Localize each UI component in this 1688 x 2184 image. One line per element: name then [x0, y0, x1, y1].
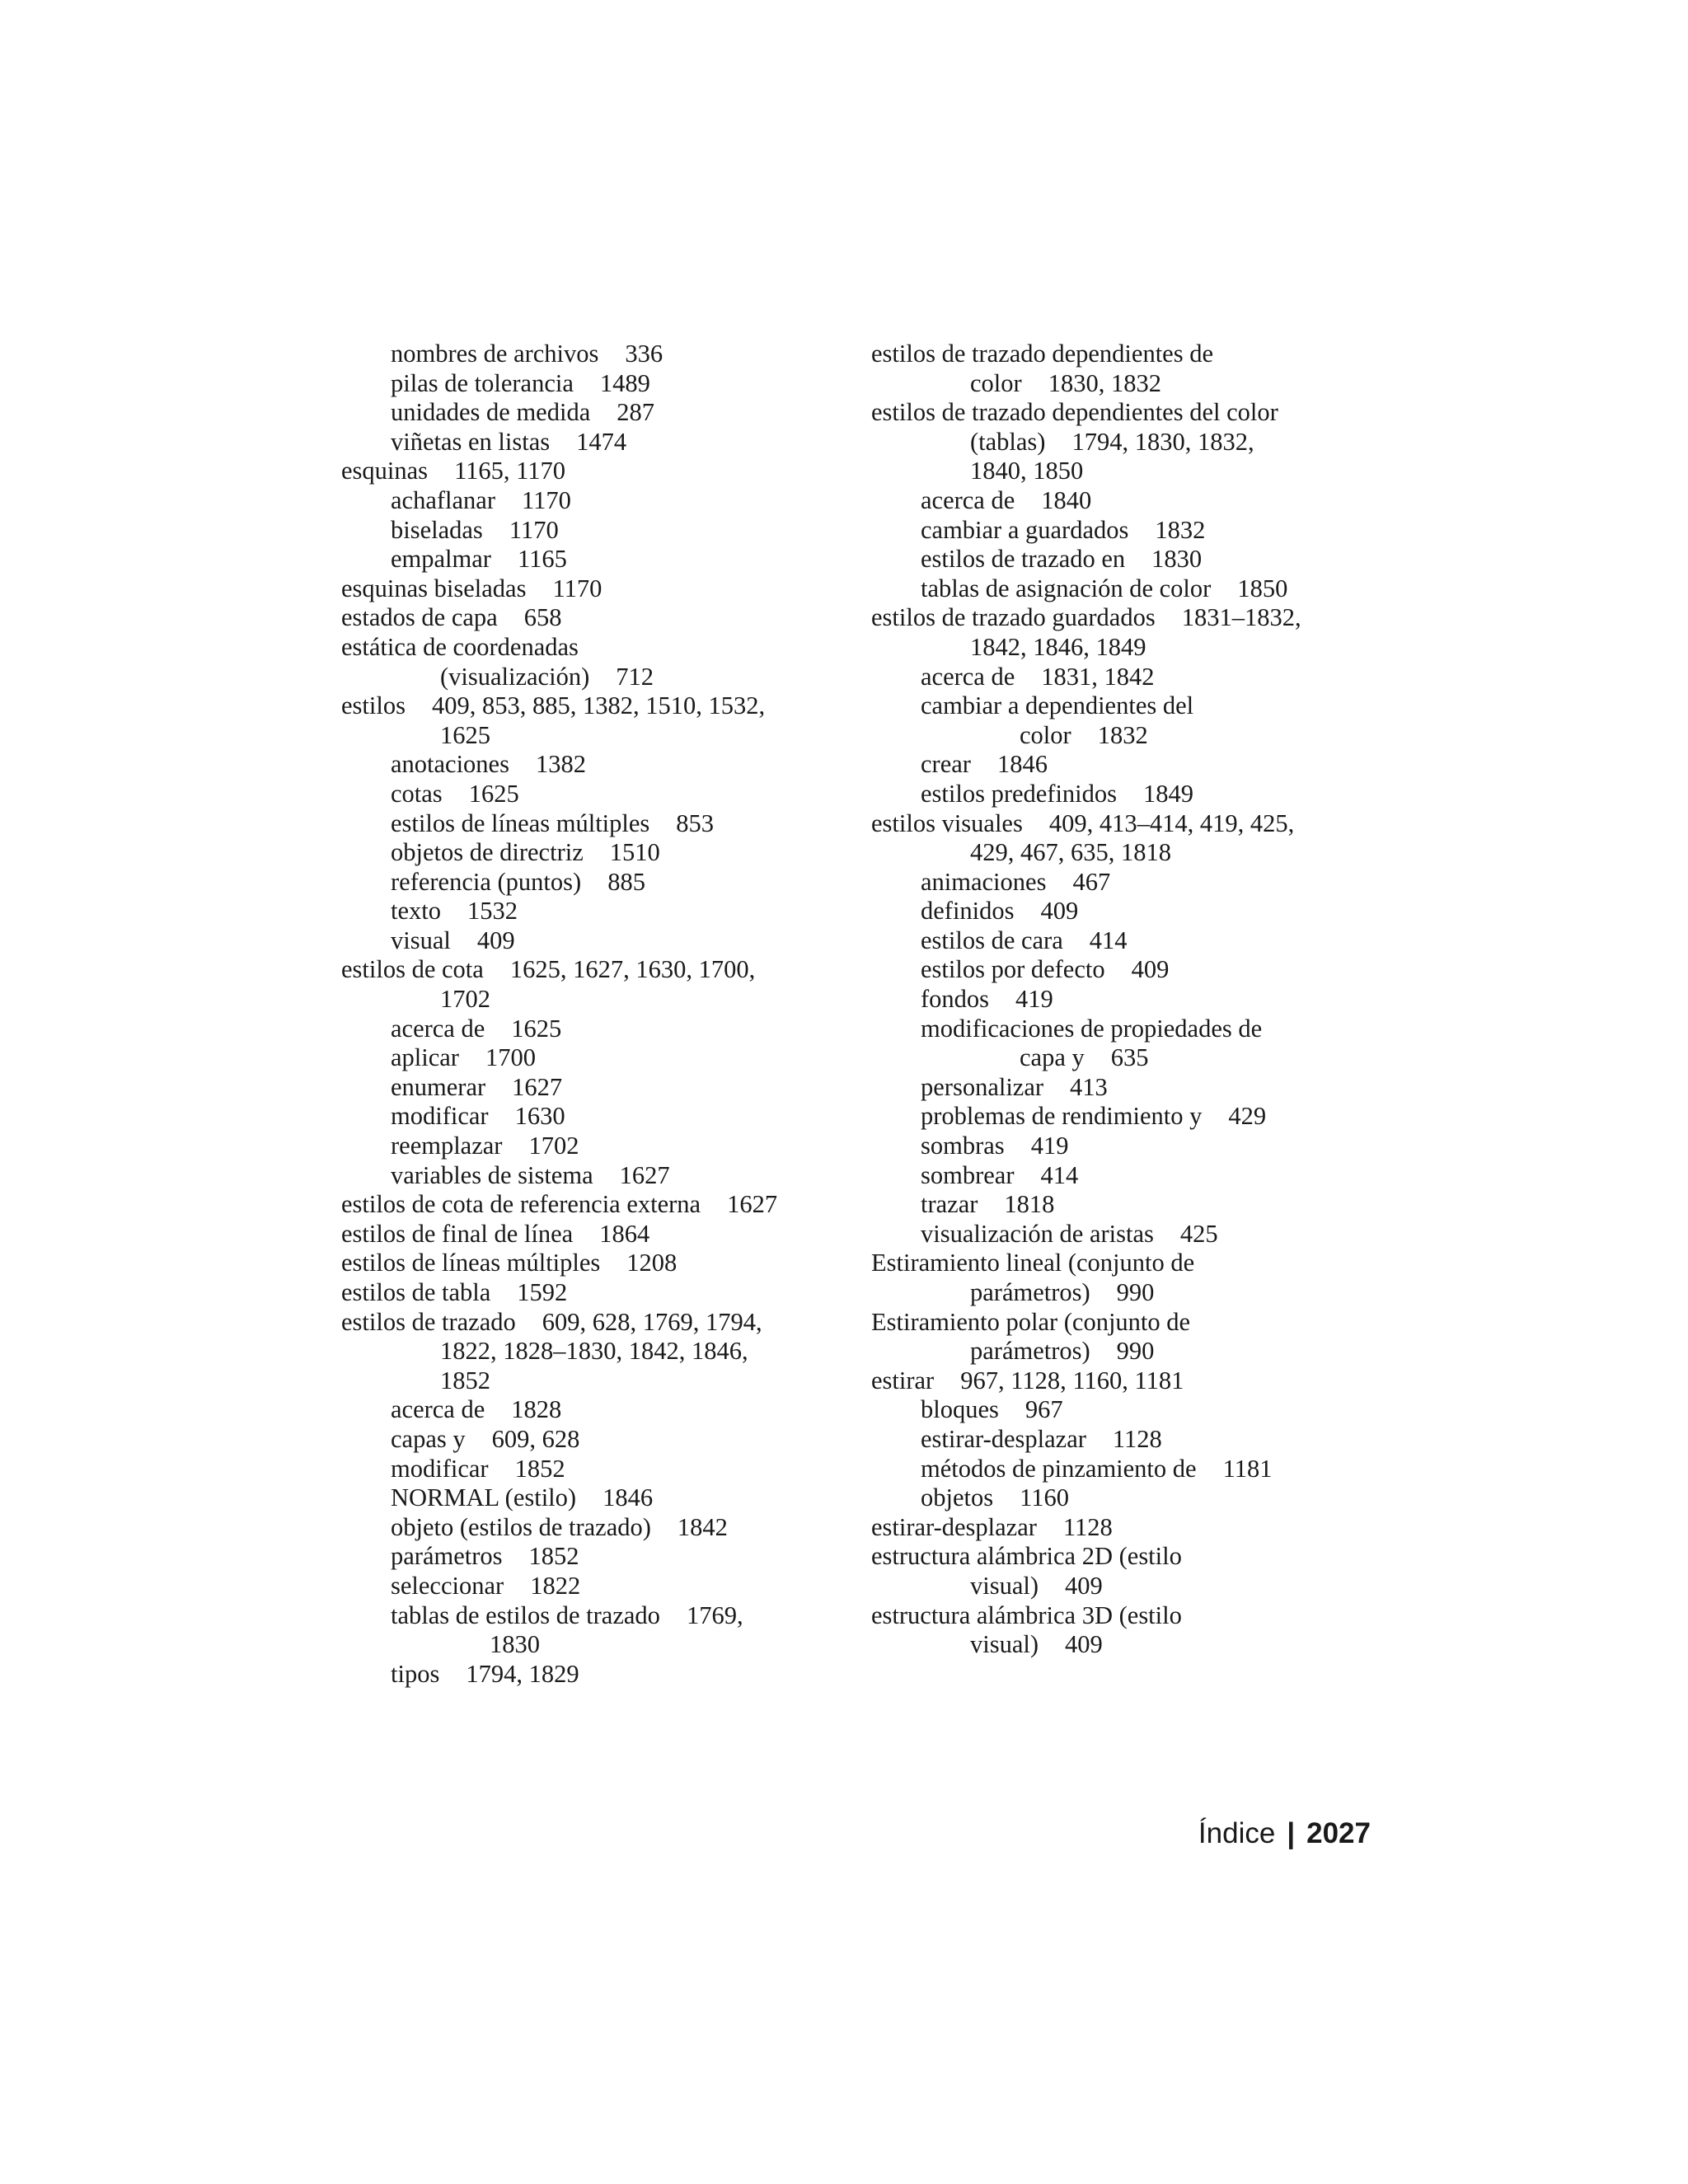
index-term: visual	[391, 926, 451, 954]
index-entry	[341, 1073, 836, 1103]
index-page-numbers: 409, 853, 885, 1382, 1510, 1532,	[431, 691, 766, 720]
index-term: parámetros)	[970, 1278, 1090, 1306]
index-entry	[871, 1190, 1366, 1220]
index-entry	[341, 780, 836, 809]
index-term: parámetros)	[970, 1337, 1090, 1366]
index-term: estructura alámbrica 3D (estilo	[871, 1601, 1182, 1629]
index-entry	[871, 926, 1366, 956]
index-term: problemas de rendimiento y	[921, 1102, 1203, 1131]
index-entry	[341, 985, 836, 1015]
index-page-numbers: 1170	[552, 574, 603, 602]
index-term: enumerar	[391, 1072, 486, 1101]
index-page-numbers: 1842	[677, 1512, 728, 1541]
index-term: estilos visuales	[871, 808, 1023, 837]
index-page-numbers: 1128	[1062, 1512, 1113, 1541]
index-page-numbers: 1592	[517, 1278, 568, 1306]
index-entry	[871, 516, 1366, 546]
index-entry	[871, 1102, 1366, 1132]
index-page-numbers: 1832	[1155, 515, 1206, 544]
index-page-numbers: 1822	[530, 1571, 581, 1600]
index-page-numbers: 1128	[1112, 1424, 1162, 1453]
index-term: estilos de cota	[341, 955, 484, 984]
index-entry	[341, 838, 836, 868]
index-entry	[341, 721, 836, 751]
index-entry	[871, 809, 1366, 839]
index-entry	[871, 750, 1366, 780]
index-term: cotas	[391, 779, 443, 808]
index-page-numbers: 287	[617, 398, 654, 427]
index-entry	[871, 1073, 1366, 1103]
index-entry	[871, 1308, 1366, 1338]
index-term: estructura alámbrica 2D (estilo	[871, 1542, 1182, 1571]
index-page-numbers: 409	[1065, 1571, 1103, 1600]
index-term: trazar	[921, 1190, 978, 1219]
index-term: variables de sistema	[391, 1160, 593, 1189]
index-page-numbers: 1208	[626, 1249, 678, 1277]
index-entry	[341, 1425, 836, 1455]
index-term: estilos de trazado dependientes de	[871, 340, 1213, 368]
index-entry	[341, 1043, 836, 1073]
index-page-numbers: 1489	[599, 368, 650, 397]
index-page-numbers: 1510	[609, 838, 660, 867]
index-page-numbers: 409	[476, 926, 515, 954]
index-term: estilos de trazado en	[921, 545, 1126, 574]
index-entry	[341, 1395, 836, 1425]
index-term: estilos de trazado dependientes del color	[871, 398, 1278, 427]
index-page-numbers: 1700	[485, 1043, 536, 1072]
index-term: tipos	[391, 1659, 440, 1688]
index-entry	[341, 1366, 836, 1396]
index-term: Estiramiento polar (conjunto de	[871, 1307, 1191, 1336]
index-term: animaciones	[921, 867, 1047, 896]
index-page-numbers: 1846	[603, 1483, 654, 1512]
index-term: esquinas biseladas	[341, 574, 527, 602]
index-term: acerca de	[391, 1395, 485, 1424]
page-footer	[1198, 1817, 1371, 1850]
index-term: Estiramiento lineal (conjunto de	[871, 1249, 1195, 1277]
index-page-numbers: 413	[1070, 1072, 1108, 1101]
index-term: estilos de líneas múltiples	[341, 1249, 601, 1277]
index-entry	[341, 457, 836, 486]
index-page-numbers: 1831–1832,	[1181, 603, 1301, 632]
index-page-numbers: 1830	[1151, 545, 1203, 574]
index-entry	[871, 545, 1366, 574]
index-page-numbers: 1625	[440, 720, 490, 749]
index-entry	[871, 1542, 1366, 1572]
index-page-numbers: 1625, 1627, 1630, 1700,	[509, 955, 756, 984]
index-entry	[341, 1161, 836, 1191]
index-page-numbers: 425	[1179, 1219, 1218, 1248]
index-page-numbers: 635	[1110, 1043, 1149, 1072]
index-term: bloques	[921, 1395, 999, 1424]
index-entry	[341, 1483, 836, 1513]
index-term: pilas de tolerancia	[391, 368, 574, 397]
index-column-left	[341, 340, 836, 1689]
index-entry	[871, 428, 1366, 457]
index-page-numbers: 1769,	[686, 1601, 743, 1629]
index-entry	[871, 838, 1366, 868]
index-term: modificaciones de propiedades de	[921, 1014, 1263, 1043]
index-entry	[871, 780, 1366, 809]
index-term: referencia (puntos)	[391, 867, 582, 896]
index-page-numbers: 1165	[517, 545, 567, 574]
index-entry	[341, 603, 836, 633]
index-entry	[341, 428, 836, 457]
index-page-numbers: 1170	[522, 485, 571, 514]
index-entry	[341, 897, 836, 926]
index-entry	[871, 457, 1366, 486]
index-term: sombrear	[921, 1160, 1015, 1189]
index-entry	[341, 1190, 836, 1220]
index-page-numbers: 1165, 1170	[454, 457, 566, 485]
index-entry	[341, 369, 836, 399]
index-entry	[871, 1132, 1366, 1161]
index-entry	[341, 1572, 836, 1601]
index-term: reemplazar	[391, 1132, 503, 1160]
index-term: personalizar	[921, 1072, 1044, 1101]
index-page-numbers: 1852	[440, 1366, 490, 1394]
index-term: estilos de trazado	[341, 1307, 516, 1336]
index-page-numbers: 1181	[1222, 1454, 1273, 1483]
index-page-numbers: 658	[523, 603, 562, 632]
index-term: objetos	[921, 1483, 994, 1512]
index-page-numbers: 1794, 1829	[466, 1659, 579, 1688]
index-entry	[341, 1660, 836, 1690]
index-term: modificar	[391, 1454, 489, 1483]
index-entry	[341, 1249, 836, 1278]
index-page-numbers: 419	[1015, 985, 1053, 1014]
index-entry	[871, 1425, 1366, 1455]
index-entry	[341, 340, 836, 369]
index-page-numbers: 967	[1025, 1395, 1063, 1424]
index-term: color	[1020, 720, 1071, 749]
index-entry	[341, 1278, 836, 1308]
index-page-numbers: 990	[1116, 1278, 1155, 1306]
index-entry	[871, 868, 1366, 898]
index-term: visual)	[970, 1571, 1039, 1600]
index-page-numbers: 609, 628, 1769, 1794,	[542, 1307, 762, 1336]
index-term: visualización de aristas	[921, 1219, 1154, 1248]
index-entry	[341, 1601, 836, 1631]
index-page-numbers: 1630	[514, 1102, 565, 1131]
index-entry	[871, 985, 1366, 1015]
index-entry	[341, 1542, 836, 1572]
index-entry	[871, 1513, 1366, 1543]
index-term: capa y	[1020, 1043, 1085, 1072]
index-entry	[871, 1455, 1366, 1484]
index-page-numbers: 1794, 1830, 1832,	[1071, 427, 1254, 456]
index-page-numbers: 1625	[511, 1014, 562, 1043]
index-entry	[871, 955, 1366, 985]
index-term: acerca de	[921, 485, 1015, 514]
index-entry	[341, 545, 836, 574]
index-term: biseladas	[391, 515, 483, 544]
index-entry	[871, 398, 1366, 428]
index-entry	[871, 603, 1366, 633]
index-entry	[871, 486, 1366, 516]
index-entry	[871, 340, 1366, 369]
footer-separator: |	[1287, 1817, 1296, 1849]
index-entry	[871, 1601, 1366, 1631]
index-term: estilos	[341, 691, 406, 720]
index-page-numbers: 1831, 1842	[1041, 662, 1155, 691]
index-term: objeto (estilos de trazado)	[391, 1512, 651, 1541]
index-term: estirar-desplazar	[871, 1512, 1037, 1541]
index-page-numbers: 467	[1072, 867, 1111, 896]
index-term: estilos de líneas múltiples	[391, 808, 650, 837]
index-term: achaflanar	[391, 485, 495, 514]
index-entry	[341, 1630, 836, 1660]
index-entry	[341, 1455, 836, 1484]
index-entry	[871, 663, 1366, 692]
index-page-numbers: 1702	[528, 1132, 579, 1160]
index-term: anotaciones	[391, 750, 509, 779]
index-term: estilos de final de línea	[341, 1219, 574, 1248]
index-term: definidos	[921, 897, 1015, 926]
index-page-numbers: 414	[1089, 926, 1128, 954]
index-page-numbers: 609, 628	[491, 1424, 580, 1453]
index-page-numbers: 409	[1065, 1630, 1103, 1659]
index-entry	[341, 633, 836, 663]
index-entry	[871, 1395, 1366, 1425]
index-page-numbers: 885	[607, 867, 645, 896]
index-entry	[871, 1630, 1366, 1660]
index-entry	[341, 1513, 836, 1543]
index-page-numbers: 853	[676, 808, 715, 837]
index-entry	[871, 1572, 1366, 1601]
index-term: cambiar a dependientes del	[921, 691, 1194, 720]
index-page-numbers: 414	[1040, 1160, 1079, 1189]
index-term: acerca de	[921, 662, 1015, 691]
index-term: empalmar	[391, 545, 491, 574]
index-page-numbers: 1846	[996, 750, 1048, 779]
index-column-right	[871, 340, 1366, 1660]
index-page-numbers: 336	[625, 340, 663, 368]
index-entry	[871, 1366, 1366, 1396]
index-term: fondos	[921, 985, 990, 1014]
index-entry	[871, 1249, 1366, 1278]
index-entry	[341, 486, 836, 516]
index-entry	[341, 750, 836, 780]
index-entry	[871, 691, 1366, 721]
index-page-numbers: 1160	[1020, 1483, 1069, 1512]
index-page-numbers: 1627	[619, 1160, 670, 1189]
index-entry	[341, 516, 836, 546]
index-term: (tablas)	[970, 427, 1046, 456]
index-entry	[871, 1278, 1366, 1308]
index-entry	[341, 809, 836, 839]
index-term: estilos por defecto	[921, 955, 1105, 984]
index-page-numbers: 1832	[1097, 720, 1148, 749]
index-page-numbers: 1627	[727, 1190, 778, 1219]
index-term: métodos de pinzamiento de	[921, 1454, 1197, 1483]
index-term: sombras	[921, 1132, 1005, 1160]
index-term: color	[970, 368, 1022, 397]
index-term: NORMAL (estilo)	[391, 1483, 577, 1512]
index-term: texto	[391, 897, 441, 926]
index-term: acerca de	[391, 1014, 485, 1043]
index-term: unidades de medida	[391, 398, 591, 427]
index-term: estilos de tabla	[341, 1278, 491, 1306]
index-entry	[341, 1102, 836, 1132]
index-term: estirar-desplazar	[921, 1424, 1086, 1453]
index-term: seleccionar	[391, 1571, 504, 1600]
index-entry	[871, 369, 1366, 399]
index-page-numbers: 1532	[467, 897, 518, 926]
index-entry	[341, 1337, 836, 1366]
index-entry	[341, 1308, 836, 1338]
index-term: objetos de directriz	[391, 838, 584, 867]
index-term: estados de capa	[341, 603, 498, 632]
index-term: esquinas	[341, 457, 429, 485]
index-page-numbers: 1822, 1828–1830, 1842, 1846,	[440, 1337, 748, 1366]
index-entry	[341, 663, 836, 692]
index-term: nombres de archivos	[391, 340, 599, 368]
index-term: estilos predefinidos	[921, 779, 1118, 808]
index-term: cambiar a guardados	[921, 515, 1129, 544]
index-page-numbers: 419	[1030, 1132, 1069, 1160]
index-term: (visualización)	[440, 662, 590, 691]
index-page-numbers: 429, 467, 635, 1818	[970, 838, 1171, 867]
index-entry	[341, 398, 836, 428]
index-entry	[871, 1337, 1366, 1366]
index-term: visual)	[970, 1630, 1039, 1659]
index-page-numbers: 1840, 1850	[970, 457, 1084, 485]
index-term: estilos de cara	[921, 926, 1063, 954]
index-entry	[871, 633, 1366, 663]
index-page-numbers: 409	[1131, 955, 1170, 984]
index-entry	[341, 1220, 836, 1249]
index-entry	[871, 574, 1366, 604]
page-number: 2027	[1306, 1817, 1371, 1849]
index-term: modificar	[391, 1102, 489, 1131]
index-page-numbers: 1852	[528, 1542, 579, 1571]
index-entry	[341, 955, 836, 985]
index-page-numbers: 1864	[599, 1219, 650, 1248]
index-page-numbers: 409, 413–414, 419, 425,	[1048, 808, 1295, 837]
index-term: parámetros	[391, 1542, 503, 1571]
index-page-numbers: 1382	[535, 750, 586, 779]
index-page-numbers: 1842, 1846, 1849	[970, 632, 1146, 661]
index-entry	[341, 868, 836, 898]
index-term: tablas de estilos de trazado	[391, 1601, 660, 1629]
footer-section-label: Índice	[1198, 1817, 1276, 1849]
index-term: capas y	[391, 1424, 466, 1453]
index-page-numbers: 429	[1228, 1102, 1267, 1131]
index-entry	[341, 574, 836, 604]
index-page-numbers: 1474	[576, 427, 627, 456]
index-term: estilos de cota de referencia externa	[341, 1190, 701, 1219]
index-entry	[871, 1015, 1366, 1044]
index-page-numbers: 1840	[1041, 485, 1092, 514]
index-term: crear	[921, 750, 971, 779]
index-page-numbers: 1852	[514, 1454, 565, 1483]
index-entry	[871, 1161, 1366, 1191]
index-page-numbers: 1818	[1004, 1190, 1055, 1219]
index-entry	[871, 1220, 1366, 1249]
index-page-numbers: 1627	[512, 1072, 563, 1101]
index-page-numbers: 409	[1040, 897, 1079, 926]
index-term: estirar	[871, 1366, 935, 1394]
index-page-numbers: 1849	[1143, 779, 1194, 808]
index-term: estática de coordenadas	[341, 632, 579, 661]
index-page-numbers: 1170	[509, 515, 559, 544]
index-page-numbers: 1828	[511, 1395, 562, 1424]
index-page-numbers: 967, 1128, 1160, 1181	[960, 1366, 1184, 1394]
index-entry	[341, 1015, 836, 1044]
index-term: tablas de asignación de color	[921, 574, 1212, 602]
index-page-numbers: 1702	[440, 985, 490, 1014]
index-term: estilos de trazado guardados	[871, 603, 1156, 632]
index-entry	[871, 721, 1366, 751]
index-entry	[341, 691, 836, 721]
index-entry	[341, 926, 836, 956]
index-entry	[871, 1483, 1366, 1513]
index-entry	[871, 1043, 1366, 1073]
index-entry	[341, 1132, 836, 1161]
index-entry	[871, 897, 1366, 926]
index-page-numbers: 1850	[1237, 574, 1288, 602]
index-page-numbers: 1625	[468, 779, 519, 808]
index-term: aplicar	[391, 1043, 459, 1072]
index-page-numbers: 990	[1116, 1337, 1155, 1366]
index-page-numbers: 1830, 1832	[1048, 368, 1161, 397]
index-term: viñetas en listas	[391, 427, 551, 456]
index-page-numbers: 712	[616, 662, 654, 691]
index-page-numbers: 1830	[490, 1630, 540, 1659]
